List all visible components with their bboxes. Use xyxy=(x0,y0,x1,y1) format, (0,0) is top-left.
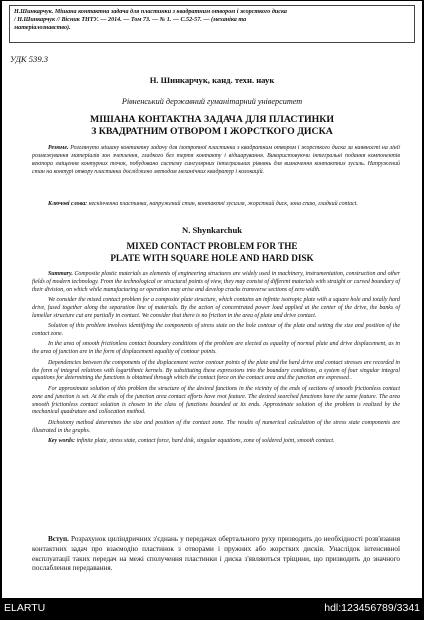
title-en-line-1: MIXED CONTACT PROBLEM FOR THE xyxy=(126,241,298,251)
introduction-text: Розрахунок циліндричних з'єднань у передачах обертального руху призводить до необхідності розв'язання контактних задач про взаємодію пластинок з отворами і пружних або жорстких дисків. Унаслідок інтенсивної експлуатації таких передач на межі сполучення пластинки і диска з'являються тріщини, що призводить до значного послаблення передавання. xyxy=(32,535,401,573)
abstract-ua-text: Розглянуто мішану контактну задачу для ізотропної пластинки з квадратним отвором і жорсткого диска за наявності на лінії розмежування матеріалів зон зчеплення, гладкого без тертя контакту і відшарування. Використовуючи інтегральні подання компонентів вектора зміщення контурних точок, побудовано систему сингулярних інтегральних рівнянь для визначення контактних зусиль. Напружений стан на контурі отвору пластинки досліджено методом механічних квадратур і колокацій. xyxy=(32,145,400,176)
repository-name: ELARTU xyxy=(4,602,46,614)
keywords-en-label: Key words: xyxy=(48,437,75,444)
abstract-ua xyxy=(32,144,400,177)
citation-line-2: / Н.Шинкарчук // Вісник ТНТУ. — 2014. — Том 73. — № 1. — С.52-57. — (механіка та xyxy=(14,17,247,24)
abstract-en-paragraph: Dependencies between the components of the displacement vector contour points of the plate and the hard drive and contact stresses are recorded in the form of integral relations with logarithmic kernels. By substituting these expressions into the boundary conditions, a system of four singular integral equations for determining the functions is obtained through which the contact force on the contact area and the junction are expressed . xyxy=(32,359,400,382)
keywords-ua xyxy=(32,200,400,208)
abstract-en-paragraph: Solution of this problem involves identifying the components of stress state on the hole contour of the plate and setting the size and position of the contact zone. xyxy=(32,323,400,338)
introduction-label: Вступ. xyxy=(48,535,69,543)
title-ua-line-1: МІШАНА КОНТАКТНА ЗАДАЧА ДЛЯ ПЛАСТИНКИ xyxy=(90,114,334,125)
keywords-ua-label: Ключові слова: xyxy=(48,201,88,207)
title-en-line-2: PLATE WITH SQUARE HOLE AND HARD DISK xyxy=(110,252,314,263)
abstract-en-paragraph: We consider the mixed contact problem for a composite plate structure, which contains an infinite isotropic plate with a square hole and totally hard drive, fused together along the separation line of materials. By the action of concentrated power load applied at the center of the drive, the banks of lamellar structure cut are partially in contact. We consider that there is no friction in the area of plate and drive contact. xyxy=(32,297,400,319)
repository-footer xyxy=(0,598,424,620)
keywords-en xyxy=(32,438,400,446)
introduction-ua xyxy=(32,535,400,574)
author-en: N. Shynkarchuk xyxy=(181,225,243,235)
abstract-en-paragraph: For approximate solution of this problem the structure of the desired functions in the vicinity of the ends of sections of smooth frictionless contact zone and junction is set. At the ends of the junction area contact efforts have root feature. The desired searched functions have the same feature. The area smooth frictionless contact solution is chosen in the class of functions bounded at its ends. Approximate solution of the problem is realized by the mechanical quadrature and collocation method. xyxy=(32,385,400,416)
udk-code: УДК 539.3 xyxy=(10,54,49,64)
abstract-en-paragraph: In the area of smooth frictionless contact boundary conditions of the problem are elected as equality of normal plate and drive displacement, as in the area of junction are in the form of displacement equality of contour points. xyxy=(32,341,400,356)
keywords-en-text: infinite plate, stress state, contact force, hard disk, singular equations, zone of soldered joint, smooth contact. xyxy=(76,437,335,444)
affiliation-ua: Рівненський державний гуманітарний університет xyxy=(121,97,303,106)
summary-label: Summary. xyxy=(48,271,73,277)
author-ua: Н. Шинкарчук, канд. техн. наук xyxy=(149,75,275,85)
citation-header xyxy=(9,5,415,43)
keywords-ua-text: нескінченна пластинка, напружений стан, контактні зусилля, жорсткий диск, зона спаю, гладкий contact. xyxy=(88,201,358,207)
title-ua-line-2: З КВАДРАТНИМ ОТВОРОМ І ЖОРСТКОГО ДИСКА xyxy=(91,125,333,137)
abstract-ua-label: Резюме. xyxy=(48,145,69,151)
abstract-en xyxy=(32,271,400,448)
handle-id: hdl:123456789/3341 xyxy=(324,602,420,614)
document-page xyxy=(2,1,422,598)
citation-line-1: Н.Шинкарчук. Мішана контактна задача для пластинки з квадратним отвором і жорсткого диска xyxy=(14,9,287,15)
abstract-en-text: Composite plastic materials as elements of engineering structures are widely used in machinery, instrumentation, construction and other fields of modern technology. From the technological or structural points of view, they may consist of different materials with straight or curved boundary of their division, on which while manufacturing or operation may arise and develop cracks transverse sections of zero width. xyxy=(32,271,401,293)
abstract-en-paragraph xyxy=(32,271,400,295)
title-ua xyxy=(42,114,382,138)
title-en xyxy=(52,241,372,265)
abstract-en-paragraph: Dichotomy method determines the size and position of the contact zone. The results of numerical calculation of the stress state components are illustrated in the graphs. xyxy=(32,419,400,434)
citation-line-3: матеріалознавство). xyxy=(14,25,71,32)
